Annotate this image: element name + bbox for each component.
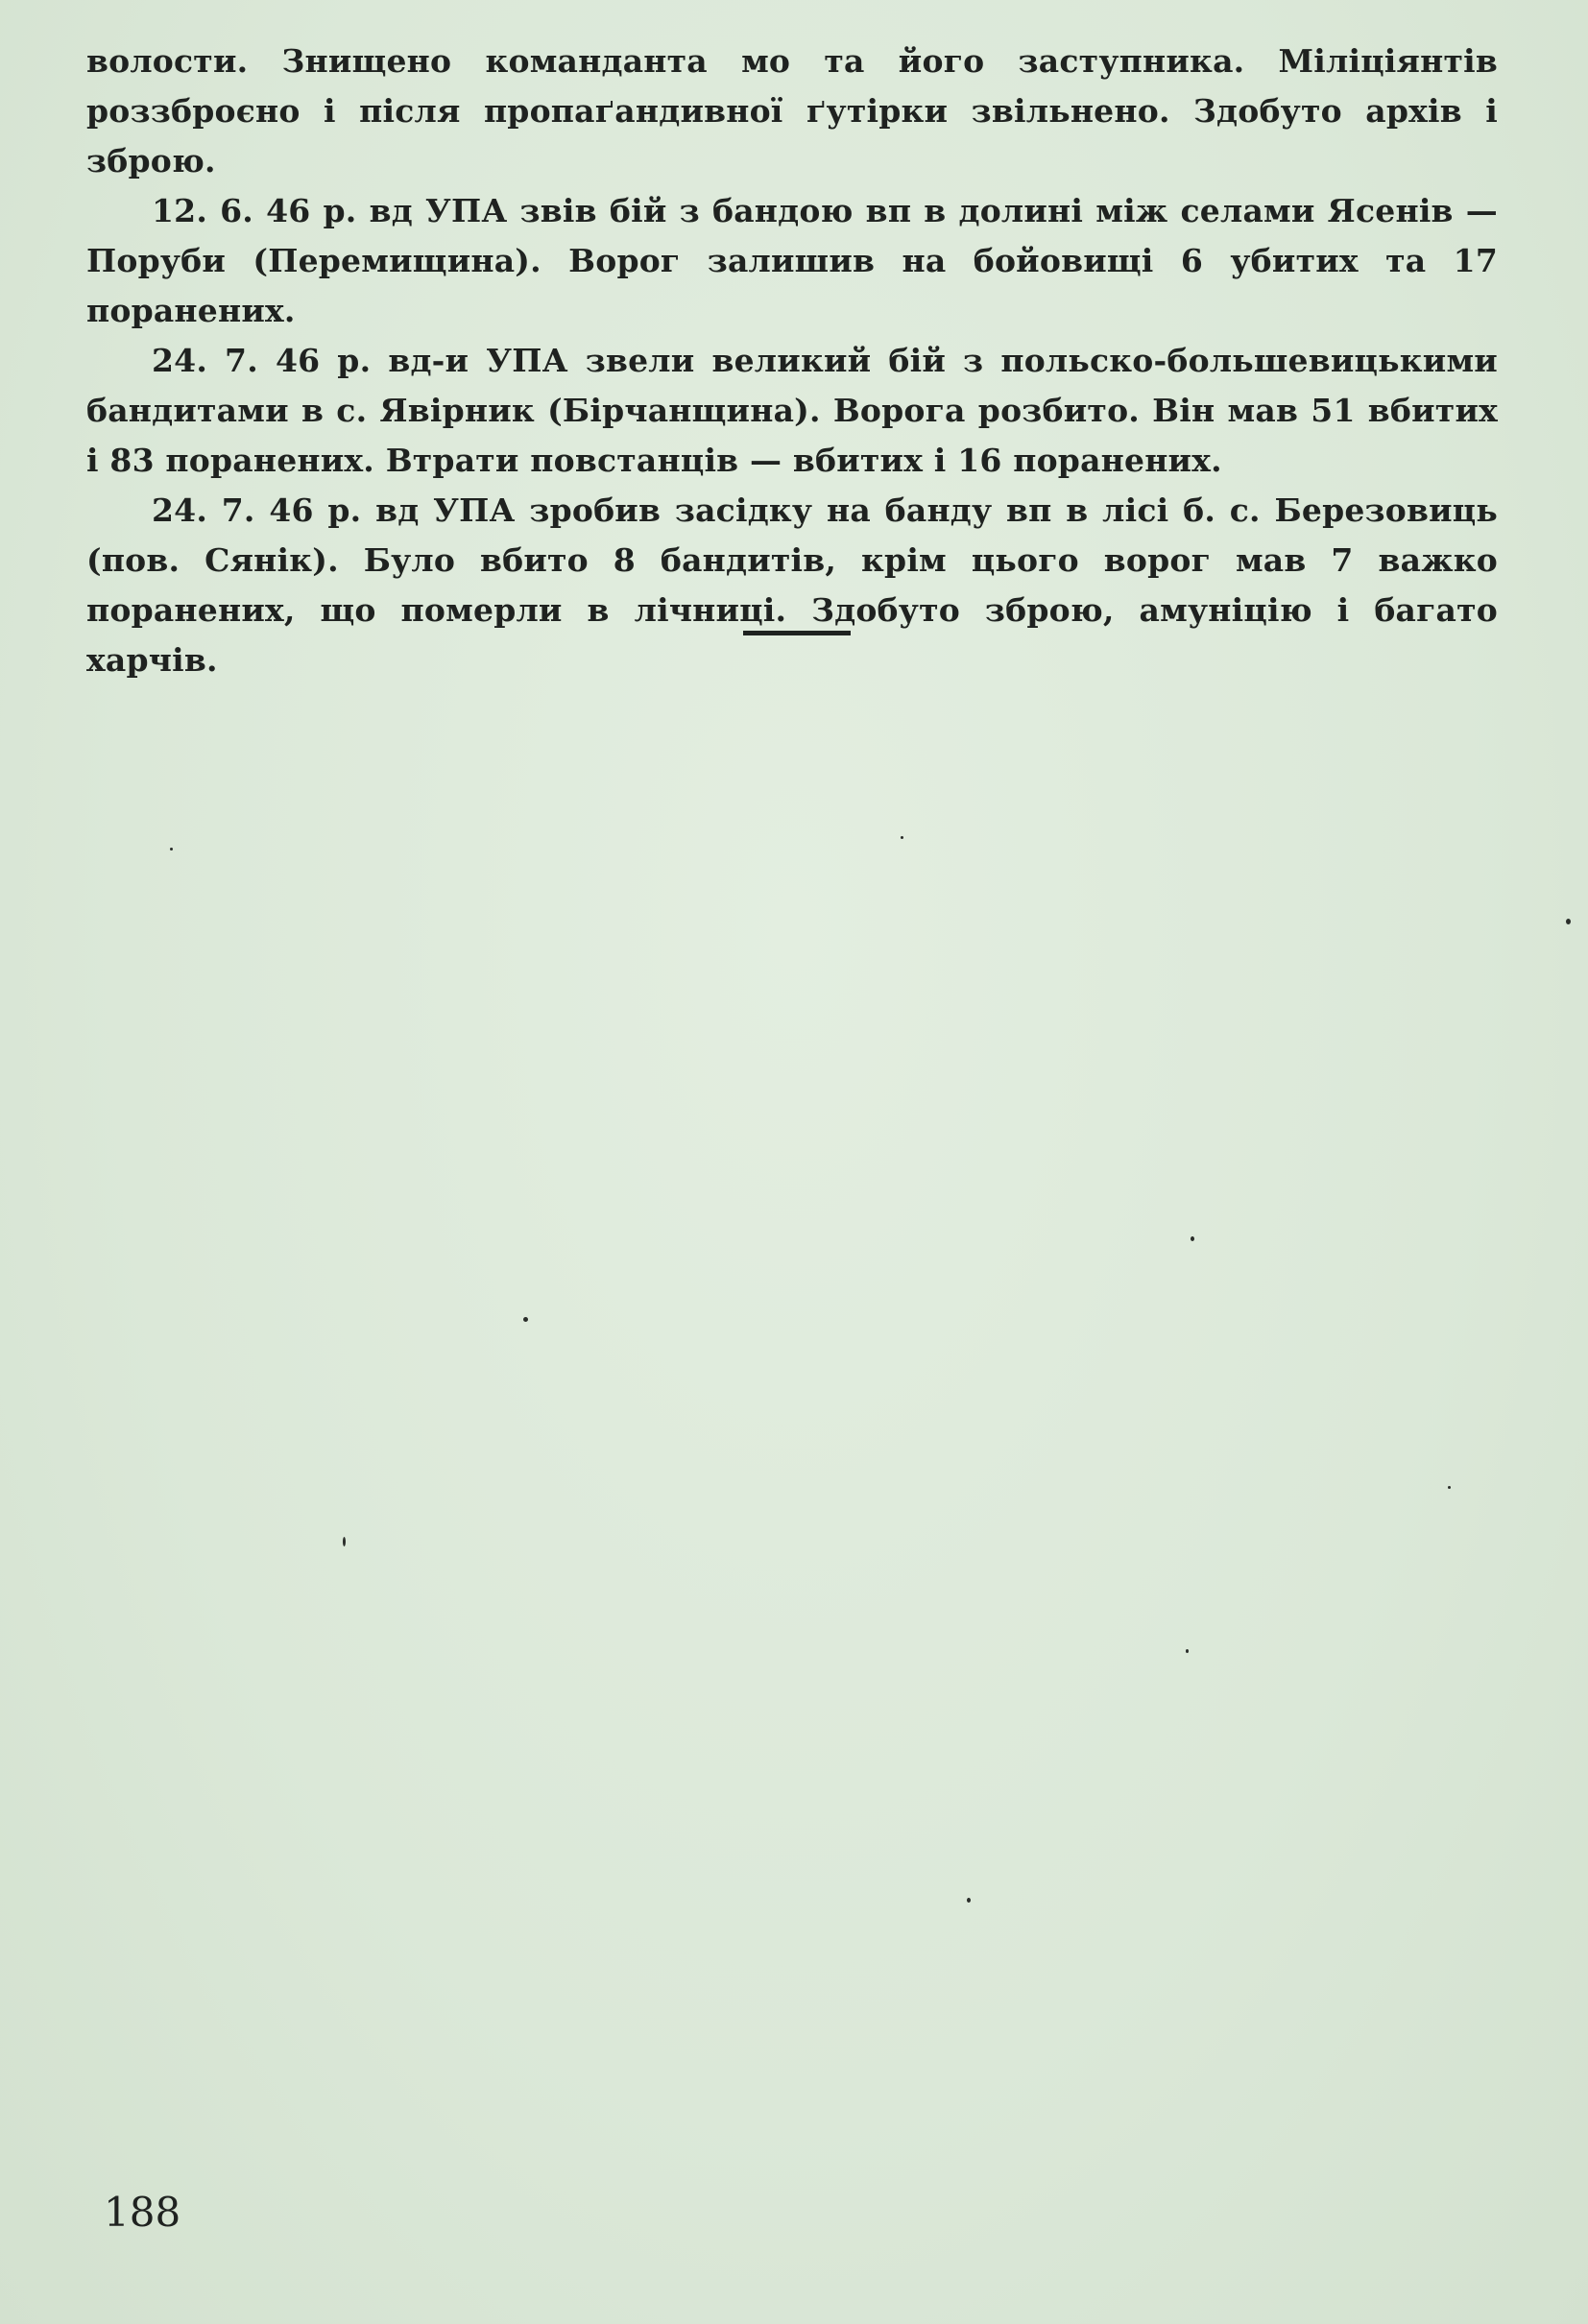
paragraph-4: 24. 7. 46 р. вд УПА зробив засідку на банду вп в лісі б. с. Березовиць (пов. Сянік). Було вбито 8 бандитів, крім цього ворог мав 7 важко поранених, що померли в лічниці. Здобуто зброю, амуніцію і багато харчів. [86,491,1498,679]
paragraph-1: волости. Знищено команданта мо та його заступника. Міліціянтів роззброєно і після пропаґандивної ґутірки звільнено. Здобуто архів і зброю. [86,42,1498,180]
page-number: 188 [104,2189,181,2236]
paper-speck [343,1537,346,1546]
paragraph-3: 24. 7. 46 р. вд-и УПА звели великий бій з польско-большевицькими бандитами в с. Явірник (Бірчанщина). Ворога розбито. Він мав 51 вбитих і 83 поранених. Втрати повстанців — вбитих і 16 поранених. [86,342,1498,479]
paragraph-2: 12. 6. 46 р. вд УПА звів бій з бандою вп в долині між селами Ясенів —Поруби (Перемищина). Ворог залишив на бойовищі 6 убитих та 17 поранених. [86,192,1498,329]
paper-speck [1186,1649,1189,1653]
paper-speck [170,848,173,851]
paper-speck [901,836,903,839]
body-text [86,36,1498,685]
paper-speck [1448,1486,1451,1489]
section-divider [743,631,851,635]
paper-speck [523,1317,528,1322]
paper-speck [967,1898,971,1903]
paper-speck [1191,1236,1194,1241]
paper-speck [1566,919,1571,924]
